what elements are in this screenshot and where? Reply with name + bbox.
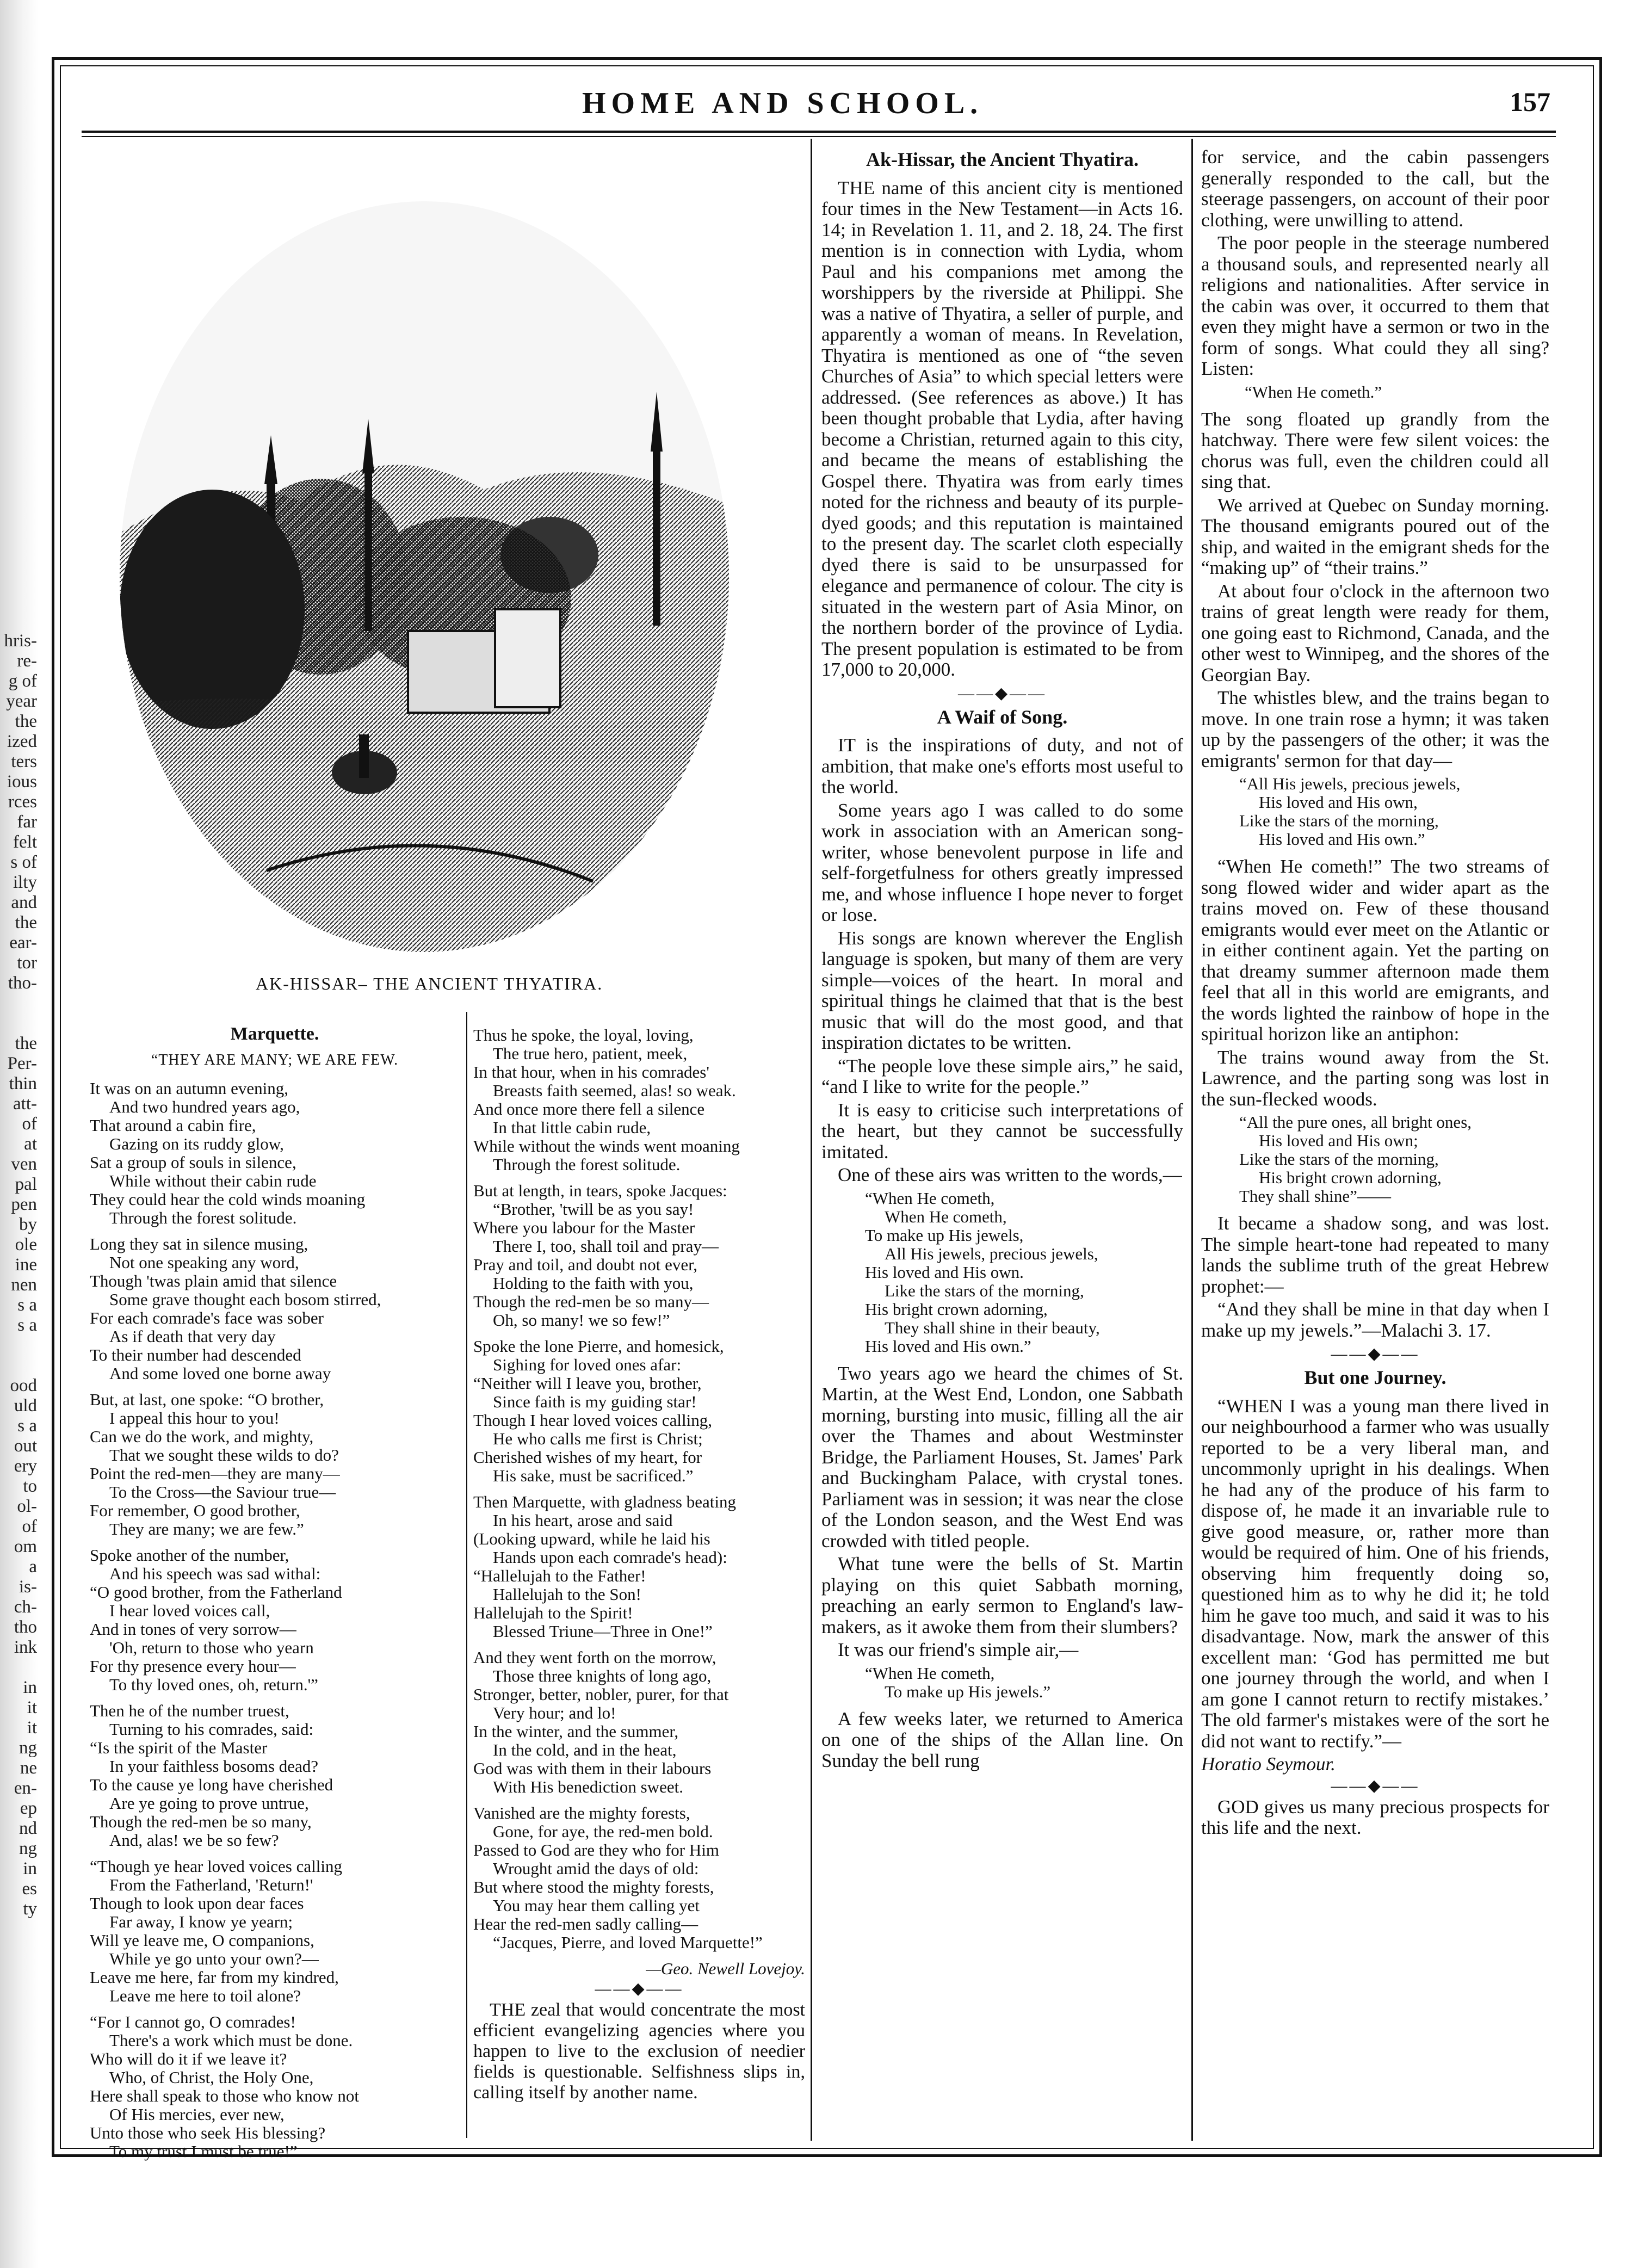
header-rule-thin [82, 136, 1556, 137]
poem-line: I hear loved voices call, [109, 1601, 270, 1620]
poem-line: It was on an autumn evening, [90, 1079, 289, 1098]
header-rule [82, 131, 1556, 133]
margin-fragment: is- [19, 1577, 37, 1597]
song-line: When He cometh, [885, 1207, 1007, 1226]
margin-fragment: thin [9, 1074, 37, 1093]
poem-line: Long they sat in silence musing, [90, 1234, 308, 1253]
poem-stanza [90, 1391, 460, 1538]
poem-line: “Is the spirit of the Master [90, 1738, 268, 1757]
poem-line: To my trust I must be true!” [109, 2142, 298, 2161]
margin-fragment: s a [17, 1315, 37, 1335]
poem-line: Far away, I know ye yearn; [109, 1912, 293, 1931]
margin-fragment: s of [10, 852, 37, 872]
waif-p3: His songs are known wherever the English language is spoken, but many of them are very simple—voices of the heart. In moral and spiritual things he claimed that that is the best music that will do the most good, and that inspiration dictates to be written. [821, 927, 1183, 1053]
song-line: Like the stars of the morning, [1239, 811, 1439, 830]
poem-line: Though 'twas plain amid that silence [90, 1271, 337, 1290]
song-verse-4 [1201, 775, 1549, 849]
song-line: They shall shine in their beauty, [885, 1318, 1100, 1337]
poem-line: He who calls me first is Christ; [493, 1429, 703, 1448]
song-line: His bright crown adorning, [1259, 1168, 1442, 1187]
waif-p10: A few weeks later, we returned to America on one of the ships of the Allan line. On Sunday the bell rung [821, 1708, 1183, 1771]
margin-fragment: tor [17, 953, 37, 973]
poem-line: Wrought amid the days of old: [493, 1859, 699, 1878]
poem-line: While without their cabin rude [109, 1171, 317, 1190]
margin-fragment: out [14, 1436, 37, 1456]
poem-line: “Neither will I leave you, brother, [473, 1374, 702, 1393]
poem-line: From the Fatherland, 'Return!' [109, 1875, 313, 1894]
poem-line: Leave me here, far from my kindred, [90, 1968, 339, 1987]
margin-fragment: hris- [4, 631, 37, 651]
waif-title: A Waif of Song. [937, 706, 1068, 728]
poem-line: “Hallelujah to the Father! [473, 1566, 646, 1585]
poem-line: There's a work which must be done. [109, 2031, 353, 2050]
margin-fragment: ol- [17, 1497, 37, 1516]
waif-p2: Some years ago I was called to do some work in association with an American song-writer, whose benevolent purpose in life and self-forgetfulness for others greatly impressed me, and whose influence I hope never to forget or lose. [821, 799, 1183, 925]
waif-c4p7: “When He cometh!” The two streams of song flowed wider and wider apart as the trains moved on. Few of these thousand emigrants would ever meet on the Atlantic or in either continent again. Yet the parting on that dreamy summer afternoon made them feel that all in this world are emigrants, and the words lighted the rainbow of hope in the spiritual horizon like an antiphon: [1201, 856, 1549, 1045]
song-line: “All His jewels, precious jewels, [1239, 774, 1461, 793]
poem-line: Will ye leave me, O companions, [90, 1931, 314, 1950]
poem-line: Oh, so many! we so few!” [493, 1311, 670, 1330]
left-page-bleed [0, 0, 38, 2268]
page-number: 157 [1510, 86, 1550, 117]
song-line: “All the pure ones, all bright ones, [1239, 1113, 1472, 1132]
poem-line: With His benediction sweet. [493, 1777, 684, 1796]
poem-line: As if death that very day [109, 1327, 276, 1346]
poem-line: In that little cabin rude, [493, 1118, 651, 1137]
margin-fragment: and [11, 893, 37, 912]
poem-line: Who, of Christ, the Holy One, [109, 2068, 314, 2087]
margin-fragment: the [15, 1034, 37, 1053]
poem-line: Sighing for loved ones afar: [493, 1355, 682, 1374]
margin-fragment: re- [17, 651, 37, 671]
margin-fragment: att- [13, 1094, 37, 1114]
marquette-column-2 [473, 1023, 805, 2105]
poem-line: That around a cabin fire, [90, 1116, 256, 1135]
poem-stanza [90, 1702, 460, 1850]
margin-fragment: ized [7, 732, 37, 751]
margin-fragment: a [29, 1557, 37, 1577]
poem-line: Not one speaking any word, [109, 1253, 299, 1272]
poem-line: God was with them in their labours [473, 1759, 712, 1778]
margin-fragment: ep [20, 1799, 37, 1818]
poem-stanza [90, 2013, 460, 2161]
poem-line: Of His mercies, ever new, [109, 2105, 285, 2124]
waif-p5: It is easy to criticise such interpretations of the heart, but they cannot be successfully imitated. [821, 1099, 1183, 1163]
waif-p8: What tune were the bells of St. Martin playing on this quiet Sabbath morning, preaching an early sermon to England's law-makers, as it awoke them from their slumbers? [821, 1553, 1183, 1637]
poem-stanza [473, 1648, 805, 1796]
poem-line: Hallelujah to the Son! [493, 1585, 641, 1604]
margin-fragment: Per- [7, 1054, 37, 1073]
illustration-caption: AK-HISSAR– THE ANCIENT THYATIRA. [256, 974, 603, 993]
margin-fragment: ty [23, 1899, 37, 1919]
poem-line: That we sought these wilds to do? [109, 1445, 339, 1464]
column-3 [821, 147, 1183, 1773]
margin-fragment: felt [13, 832, 37, 852]
song-line: His bright crown adorning, [865, 1299, 1048, 1319]
poem-title: Marquette. [230, 1024, 319, 1044]
poem-line: Though the red-men be so many, [90, 1812, 312, 1831]
poem-line: And two hundred years ago, [109, 1097, 300, 1116]
margin-fragment: ng [19, 1738, 37, 1758]
poem-line: Unto those who seek His blessing? [90, 2123, 326, 2142]
poem-line: You may hear them calling yet [493, 1896, 700, 1915]
column-rule-poem [466, 1012, 467, 2138]
poem-line: While ye go unto your own?— [109, 1949, 319, 1968]
poem-line: While without the winds went moaning [473, 1136, 740, 1155]
poem-line: Blessed Triune—Three in One!” [493, 1622, 713, 1641]
poem-line: “Though ye hear loved voices calling [90, 1857, 342, 1876]
poem-line: To the cause ye long have cherished [90, 1775, 333, 1794]
poem-line: In the winter, and the summer, [473, 1722, 679, 1741]
poem-line: Though I hear loved voices calling, [473, 1411, 713, 1430]
journey-author: Horatio Seymour. [1201, 1753, 1336, 1775]
poem-stanza [473, 1337, 805, 1485]
separator-ornament: ——◆—— [1331, 1345, 1420, 1363]
margin-fragment: ven [11, 1154, 37, 1174]
poem-line: And once more there fell a silence [473, 1099, 705, 1118]
poem-line: Here shall speak to those who know not [90, 2086, 360, 2105]
poem-line: In that hour, when in his comrades' [473, 1062, 709, 1082]
poem-stanza [473, 1182, 805, 1330]
margin-fragment: of [22, 1114, 37, 1134]
poem-line: His sake, must be sacrificed.” [493, 1466, 694, 1485]
song-line: Like the stars of the morning, [1239, 1150, 1439, 1169]
poem-line: Vanished are the mighty forests, [473, 1803, 690, 1822]
poem-line: 'Oh, return to those who yearn [109, 1638, 314, 1657]
poem-line: Though the red-men be so many— [473, 1292, 709, 1311]
margin-fragment: to [23, 1476, 37, 1496]
margin-fragment: ters [11, 752, 37, 771]
margin-fragment: ood [10, 1376, 37, 1395]
poem-line: Holding to the faith with you, [493, 1274, 694, 1293]
poem-stanza [90, 1079, 460, 1227]
poem-line: Can we do the work, and mighty, [90, 1427, 314, 1446]
waif-c4p5: At about four o'clock in the afternoon two trains of great length were ready for them, one going east to Richmond, Canada, and the other west to Winnipeg, and the shores of the Georgian Bay. [1201, 580, 1549, 685]
margin-fragment: rces [8, 792, 37, 812]
poem-line: And, alas! we be so few? [109, 1831, 279, 1850]
song-line: They shall shine”—— [1239, 1186, 1391, 1206]
song-line: Like the stars of the morning, [885, 1281, 1084, 1300]
margin-fragment: s a [17, 1295, 37, 1315]
akhissar-engraving [103, 163, 745, 957]
margin-fragment [1, 1658, 37, 1678]
poem-line: Hands upon each comrade's head): [493, 1548, 727, 1567]
poem-line: Hear the red-men sadly calling— [473, 1914, 698, 1933]
song-verse-2 [821, 1664, 1183, 1701]
poem-line: In the cold, and in the heat, [493, 1740, 677, 1759]
poem-line: Who will do it if we leave it? [90, 2049, 287, 2068]
poem-line: And in tones of very sorrow— [90, 1620, 296, 1639]
poem-line: To thy loved ones, oh, return.'” [109, 1675, 318, 1694]
poem-line: “O good brother, from the Fatherland [90, 1583, 342, 1602]
waif-c4p2: The poor people in the steerage numbered a thousand souls, and represented nearly all religions and nationalities. After service in the cabin was over, it occurred to them that even they might have a sermon or two in the form of songs. What could they all sing? Listen: [1201, 232, 1549, 379]
song-verse-5 [1201, 1113, 1549, 1206]
margin-fragment: nen [11, 1275, 37, 1295]
waif-c4p6: The whistles blew, and the trains began to move. In one train rose a hymn; it was taken up by the passengers of the other; it was the emigrants' sermon for that day— [1201, 687, 1549, 771]
poem-line: Sat a group of souls in silence, [90, 1153, 296, 1172]
poem-line: Spoke the lone Pierre, and homesick, [473, 1337, 724, 1356]
margin-fragment: es [22, 1879, 37, 1899]
margin-fragment: ole [15, 1235, 37, 1254]
poem-line: “Brother, 'twill be as you say! [493, 1200, 694, 1219]
separator-ornament: ——◆—— [595, 1980, 684, 1998]
poem-line: They could hear the cold winds moaning [90, 1190, 366, 1209]
column-rule-2 [1191, 139, 1193, 2141]
margin-fragment: it [27, 1698, 37, 1717]
poem-line: Through the forest solitude. [493, 1155, 681, 1174]
waif-p1: IT is the inspirations of duty, and not of ambition, that make one's efforts most useful to the world. [821, 734, 1183, 798]
poem-line: Breasts faith seemed, alas! so weak. [493, 1081, 736, 1100]
song-line: His loved and His own, [1259, 793, 1418, 812]
song-line: To make up His jewels.” [885, 1682, 1051, 1701]
margin-fragment: the [15, 913, 37, 932]
poem-line: “For I cannot go, O comrades! [90, 2012, 296, 2031]
song-line: His loved and His own; [1259, 1131, 1418, 1150]
poem-line: Hallelujah to the Spirit! [473, 1603, 633, 1622]
poem-line: Stronger, better, nobler, purer, for that [473, 1685, 729, 1704]
song-line: “When He cometh, [865, 1663, 995, 1683]
waif-p6: One of these airs was written to the words,— [838, 1164, 1182, 1185]
waif-c4p9: It became a shadow song, and was lost. The simple heart-tone had repeated to many lands the sublime truth of the great Hebrew prophet:— [1201, 1213, 1549, 1297]
margin-fragment: g of [8, 671, 37, 691]
margin-fragment: ious [7, 772, 37, 792]
waif-c4p10: “And they shall be mine in that day when I make up my jewels.”—Malachi 3. 17. [1201, 1299, 1549, 1341]
poem-line: Turning to his comrades, said: [109, 1720, 314, 1739]
margin-fragment [1, 1356, 37, 1376]
separator-ornament: ——◆—— [1331, 1776, 1420, 1795]
margin-fragment [1, 993, 37, 1014]
waif-p9: It was our friend's simple air,— [838, 1639, 1079, 1660]
margin-fragment: in [23, 1859, 37, 1878]
margin-fragment: in [23, 1678, 37, 1697]
poem-stanza [90, 1546, 460, 1694]
margin-fragment [1, 1014, 37, 1034]
poem-line: Leave me here to toil alone? [109, 1986, 301, 2005]
margin-fragment: year [6, 691, 37, 711]
margin-fragment: tho [14, 1617, 37, 1637]
journey-text: “WHEN I was a young man there lived in our neighbourhood a farmer who was usually reported to be a very liberal man, and uncommonly upright in his dealings. When he had any of the produce of his farm to dispose of, he made it an invariable rule to give good measure, or, rather more than would be required of him. One of his friends, observing him frequently doing so, questioned him as to why he did it; he told him he gave too much, and said it was to his disadvantage. Now, mark the answer of this excellent man: ‘God has permitted me but one journey through the world, and when I am gone I cannot return to rectify mistakes.’ The old farmer's mistakes were of the sort he did not want to rectify.”— [1201, 1395, 1549, 1752]
poem-line: “Jacques, Pierre, and loved Marquette!” [493, 1933, 763, 1952]
poem-line: Gazing on its ruddy glow, [109, 1134, 284, 1153]
song-line: His loved and His own.” [1259, 830, 1425, 849]
waif-p4: “The people love these simple airs,” he said, “and I like to write for the people.” [821, 1055, 1183, 1097]
margin-fragment: ery [14, 1456, 37, 1476]
margin-fragment: the [15, 712, 37, 731]
poem-line: (Looking upward, while he laid his [473, 1529, 710, 1548]
poem-stanza [90, 1857, 460, 2005]
column-4 [1201, 147, 1549, 1841]
song-line: “When He cometh.” [1245, 382, 1382, 401]
poem-line: Cherished wishes of my heart, for [473, 1448, 702, 1467]
margin-fragment [1, 1336, 37, 1356]
poem-epigraph: “THEY ARE MANY; WE ARE FEW. [151, 1052, 399, 1068]
marquette-column-1 [90, 1023, 460, 2168]
poem-stanzas-left [90, 1079, 460, 2161]
poem-line: There I, too, shall toil and pray— [493, 1237, 719, 1256]
margin-fragment: uld [14, 1396, 37, 1416]
margin-fragment: pen [11, 1195, 37, 1214]
poem-line: Then he of the number truest, [90, 1701, 289, 1720]
song-line: All His jewels, precious jewels, [885, 1244, 1098, 1263]
poem-line: Then Marquette, with gladness beating [473, 1492, 736, 1511]
poem-author: —Geo. Newell Lovejoy. [646, 1959, 805, 1978]
poem-line: Very hour; and lo! [493, 1703, 616, 1722]
poem-line: Though to look upon dear faces [90, 1894, 304, 1913]
waif-c4p8: The trains wound away from the St. Lawrence, and the parting song was lost in the sun-flecked woods. [1201, 1046, 1549, 1110]
margin-fragment: ine [15, 1255, 37, 1275]
poem-line: Thus he spoke, the loyal, loving, [473, 1025, 694, 1045]
poem-line: But, at last, one spoke: “O brother, [90, 1390, 324, 1409]
poem-stanza [473, 1804, 805, 1952]
poem-line: For thy presence every hour— [90, 1657, 296, 1676]
poem-stanza [473, 1026, 805, 1174]
waif-c4p1: for service, and the cabin passengers generally responded to the call, but the steerage passengers, on account of their poor clothing, were unwilling to attend. [1201, 146, 1549, 231]
waif-c4p4: We arrived at Quebec on Sunday morning. The thousand emigrants poured out of the ship, and waited in the emigrant sheds for the “making up” of “their trains.” [1201, 494, 1549, 578]
poem-line: And some loved one borne away [109, 1364, 331, 1383]
poem-stanzas-right [473, 1026, 805, 1952]
song-verse-1 [821, 1189, 1183, 1356]
column-rule-1 [811, 139, 812, 2141]
poem-line: To their number had descended [90, 1345, 301, 1364]
song-line: To make up His jewels, [865, 1225, 1024, 1245]
margin-fragment: ilty [13, 873, 37, 892]
journey-title: But one Journey. [1304, 1367, 1446, 1388]
song-line: His loved and His own. [865, 1262, 1024, 1282]
poem-line: But where stood the mighty forests, [473, 1877, 714, 1896]
margin-fragment: nd [19, 1819, 37, 1838]
poem-line: Spoke another of the number, [90, 1546, 289, 1565]
margin-fragment: en- [14, 1778, 37, 1798]
poem-line: I appeal this hour to you! [109, 1408, 280, 1427]
poem-line: Through the forest solitude. [109, 1208, 297, 1227]
margin-fragment: ch- [14, 1597, 37, 1617]
margin-fragment: ne [20, 1758, 37, 1778]
poem-line: Some grave thought each bosom stirred, [109, 1290, 381, 1309]
poem-line: Where you labour for the Master [473, 1218, 695, 1237]
poem-line: In his heart, arose and said [493, 1511, 673, 1530]
margin-fragment: far [17, 812, 37, 832]
poem-line: To the Cross—the Saviour true— [109, 1482, 336, 1501]
margin-fragment: at [24, 1134, 37, 1154]
margin-fragment: om [14, 1537, 37, 1556]
margin-fragment: ear- [9, 933, 37, 953]
margin-fragment: ink [14, 1637, 37, 1657]
poem-line: Those three knights of long ago, [493, 1666, 712, 1685]
margin-fragment: ng [19, 1839, 37, 1858]
akhissar-text: THE name of this ancient city is mentioned four times in the New Testament—in Acts 16. 14; in Revelation 1. 11, and 2. 18, 24. The first mention is in connection with Lydia, whom Paul and his companions met among the worshippers by the riverside at Philippi. She was a native of Thyatira, a seller of purple, and apparently a woman of means. In Revelation, Thyatira is mentioned as one of “the seven Churches of Asia” to which special letters were addressed. (See references as above.) It has been thought probable that Lydia, after having become a Christian, returned again to this city, and became the means of establishing the Gospel there. Thyatira was from early times noted for the richness and beauty of its purple-dyed goods; and this reputation is maintained to the present day. The scarlet cloth especially dyed there is said to be unsurpassed for elegance and permanence of colour. The city is situated in the western part of Asia Minor, on the northern border of the province of Lydia. The present population is estimated to be from 17,000 to 20,000. [821, 177, 1183, 680]
poem-line: And his speech was sad withal: [109, 1564, 321, 1583]
zeal-paragraph: THE zeal that would concentrate the most efficient evangelizing agencies where you happen to live to the exclusion of needier fields is questionable. Selfishness slips in, calling itself by another name. [473, 2000, 805, 2103]
song-line: His loved and His own.” [865, 1336, 1031, 1356]
poem-line: They are many; we are few.” [109, 1519, 304, 1538]
poem-line: In your faithless bosoms dead? [109, 1757, 318, 1776]
closing-paragraph: GOD gives us many precious prospects for this life and the next. [1201, 1796, 1549, 1838]
poem-line: Gone, for aye, the red-men bold. [493, 1822, 713, 1841]
poem-line: And they went forth on the morrow, [473, 1648, 716, 1667]
poem-line: For each comrade's face was sober [90, 1308, 324, 1327]
song-line: “When He cometh, [865, 1188, 995, 1208]
song-verse-3 [1201, 383, 1549, 401]
poem-line: Pray and toil, and doubt not ever, [473, 1255, 698, 1274]
margin-fragment: tho- [8, 973, 37, 993]
akhissar-title: Ak-Hissar, the Ancient Thyatira. [866, 149, 1139, 170]
margin-fragment: s a [17, 1416, 37, 1436]
poem-line: Are ye going to prove untrue, [109, 1794, 309, 1813]
margin-fragment: it [27, 1718, 37, 1738]
poem-stanza [473, 1493, 805, 1641]
poem-line: Since faith is my guiding star! [493, 1392, 697, 1411]
waif-p7: Two years ago we heard the chimes of St. Martin, at the West End, London, one Sabbath morning, bursting into music, filling all the air over the Thames and about Westminster Bridge, the Parliament Houses, St. James' Park and Buckingham Palace, with crystal tones. Parliament was in session; it was near the close of the London season, and the West End was crowded with titled people. [821, 1362, 1183, 1552]
poem-line: For remember, O good brother, [90, 1501, 300, 1520]
poem-stanza [90, 1235, 460, 1383]
waif-c4p3: The song floated up grandly from the hatchway. There were few silent voices: the chorus was full, even the children could all sing that. [1201, 408, 1549, 492]
poem-line: Point the red-men—they are many— [90, 1464, 340, 1483]
margin-fragment: of [22, 1517, 37, 1536]
separator-ornament: ——◆—— [957, 684, 1047, 702]
margin-fragment: pal [15, 1175, 37, 1194]
margin-fragments [1, 631, 37, 1919]
poem-line: Passed to God are they who for Him [473, 1840, 719, 1859]
margin-fragment: by [19, 1215, 37, 1234]
poem-line: But at length, in tears, spoke Jacques: [473, 1181, 727, 1200]
page-header: HOME AND SCHOOL. [582, 86, 984, 120]
poem-line: The true hero, patient, meek, [493, 1044, 688, 1063]
